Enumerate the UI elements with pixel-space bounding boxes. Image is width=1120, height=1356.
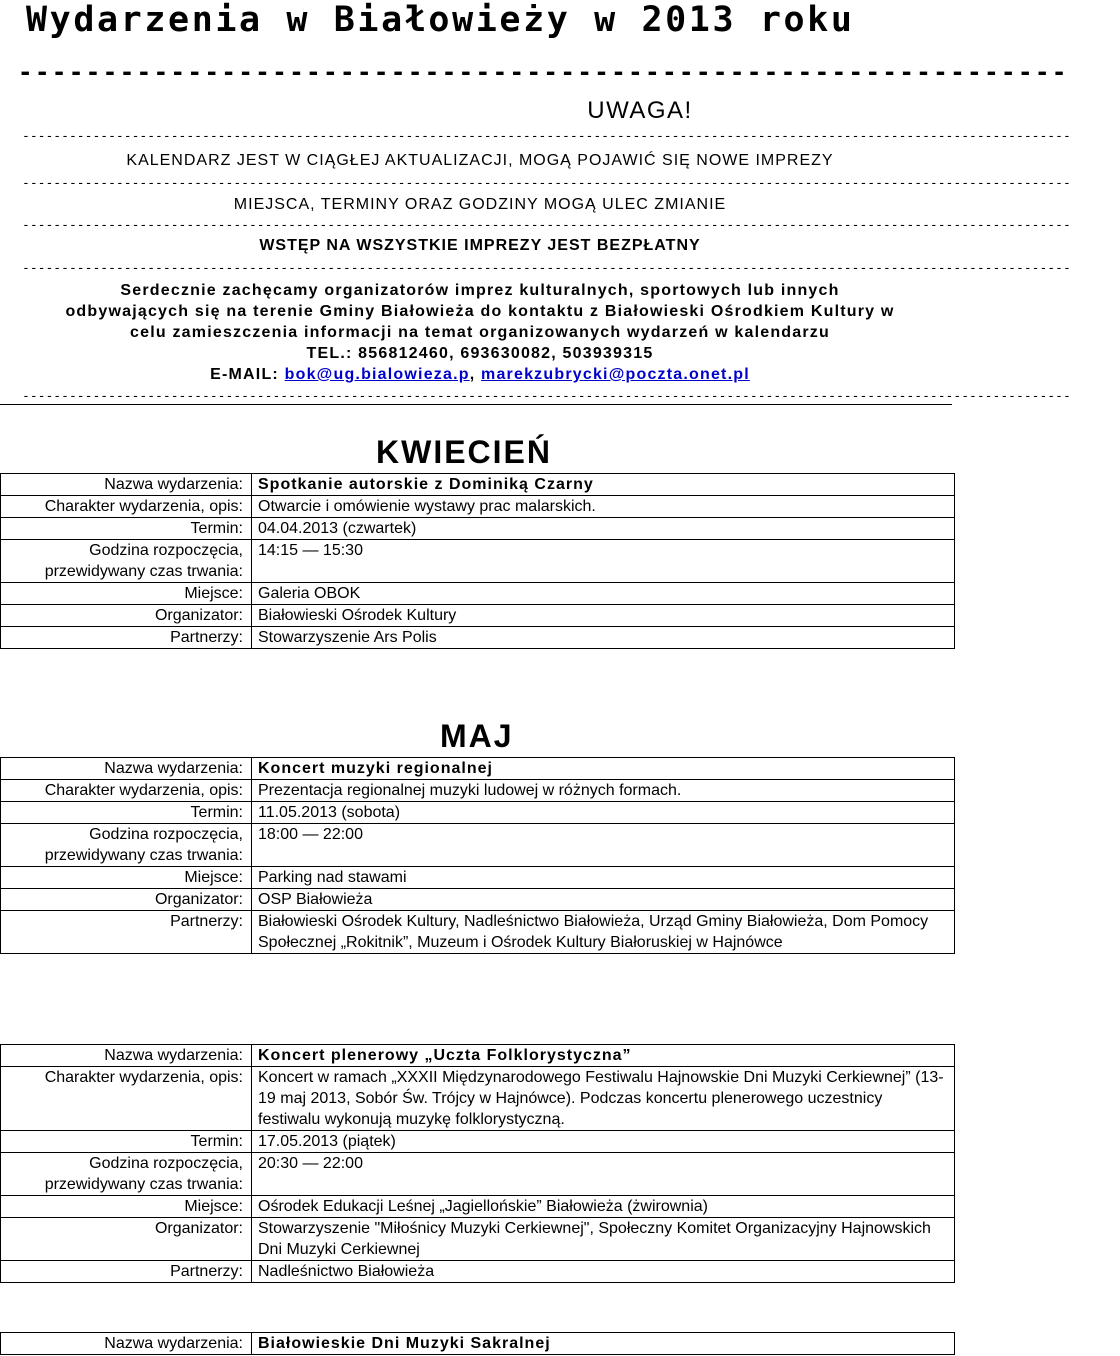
month-heading: MAJ xyxy=(440,718,514,754)
intro-line: Serdecznie zachęcamy organizatorów imprez kulturalnych, sportowych lub innych xyxy=(120,282,840,299)
event-organizer: Białowieski Ośrodek Kultury xyxy=(252,605,955,627)
table-row xyxy=(1,1131,955,1153)
label: Nazwa wydarzenia: xyxy=(1,1045,252,1067)
notice-line: KALENDARZ JEST W CIĄGŁEJ AKTUALIZACJI, MOGĄ POJAWIĆ SIĘ NOWE IMPREZY xyxy=(126,152,834,169)
table-row xyxy=(1,1218,955,1261)
table-row xyxy=(1,540,955,583)
table-row xyxy=(1,496,955,518)
divider: -------------------------------------------------------------------------------------------------------------------------------------- xyxy=(22,389,1071,404)
table-row xyxy=(1,583,955,605)
label: Godzina rozpoczęcia, przewidywany czas trwania: xyxy=(1,540,252,583)
table-row xyxy=(1,605,955,627)
table-row xyxy=(1,1067,955,1131)
label: Nazwa wydarzenia: xyxy=(1,474,252,496)
email-label: E-MAIL: xyxy=(210,366,279,383)
notice-line: WSTĘP NA WSZYSTKIE IMPREZY JEST BEZPŁATNY xyxy=(259,237,701,254)
event-name: Koncert muzyki regionalnej xyxy=(252,758,955,780)
table-row xyxy=(1,824,955,867)
label: Partnerzy: xyxy=(1,911,252,954)
event-organizer: OSP Białowieża xyxy=(252,889,955,911)
label: Termin: xyxy=(1,1131,252,1153)
divider: -------------------------------------------------------------------------------------------------------------------------------------- xyxy=(22,218,1071,233)
table-row xyxy=(1,1196,955,1218)
notice-line: MIEJSCA, TERMINY ORAZ GODZINY MOGĄ ULEC ZMIANIE xyxy=(233,196,727,213)
label: Miejsce: xyxy=(1,583,252,605)
event-hours: 20:30 — 22:00 xyxy=(252,1153,955,1196)
label: Charakter wydarzenia, opis: xyxy=(1,496,252,518)
event-name: Koncert plenerowy „Uczta Folklorystyczna” xyxy=(252,1045,955,1067)
label: Charakter wydarzenia, opis: xyxy=(1,780,252,802)
table-row xyxy=(1,1153,955,1196)
table-row xyxy=(1,780,955,802)
event-description: Koncert w ramach „XXXII Międzynarodowego Festiwalu Hajnowskie Dni Muzyki Cerkiewnej” (13-19 maj 2013, Sobór Św. Trójcy w Hajnówce). Podczas koncertu plenerowego uczestnicy festiwalu wykonują muzykę folklorystyczną. xyxy=(252,1067,955,1131)
notice-heading: UWAGA! xyxy=(587,97,693,124)
table-row xyxy=(1,627,955,649)
event-table xyxy=(0,1332,955,1355)
event-description: Otwarcie i omówienie wystawy prac malarskich. xyxy=(252,496,955,518)
event-place: Parking nad stawami xyxy=(252,867,955,889)
table-row xyxy=(1,867,955,889)
label: Organizator: xyxy=(1,1218,252,1261)
month-heading: KWIECIEŃ xyxy=(376,434,552,470)
event-partners: Nadleśnictwo Białowieża xyxy=(252,1261,955,1283)
divider: -------------------------------------------------------------------------------------------------------------------------------------- xyxy=(22,261,1071,276)
rule xyxy=(0,404,952,405)
label: Termin: xyxy=(1,802,252,824)
label: Termin: xyxy=(1,518,252,540)
table-row xyxy=(1,889,955,911)
event-name: Białowieskie Dni Muzyki Sakralnej xyxy=(252,1333,955,1355)
label: Miejsce: xyxy=(1,1196,252,1218)
table-row xyxy=(1,1333,955,1355)
label: Miejsce: xyxy=(1,867,252,889)
label: Organizator: xyxy=(1,605,252,627)
label: Godzina rozpoczęcia, przewidywany czas trwania: xyxy=(1,1153,252,1196)
email-separator: , xyxy=(469,366,476,383)
event-date: 17.05.2013 (piątek) xyxy=(252,1131,955,1153)
email-link[interactable]: marekzubrycki@poczta.onet.pl xyxy=(481,366,750,383)
label: Charakter wydarzenia, opis: xyxy=(1,1067,252,1131)
event-place: Ośrodek Edukacji Leśnej „Jagiellońskie” Białowieża (żwirownia) xyxy=(252,1196,955,1218)
event-description: Prezentacja regionalnej muzyki ludowej w różnych formach. xyxy=(252,780,955,802)
contact-phone: TEL.: 856812460, 693630082, 503939315 xyxy=(306,345,654,362)
table-row xyxy=(1,474,955,496)
label: Godzina rozpoczęcia, przewidywany czas trwania: xyxy=(1,824,252,867)
email-link[interactable]: bok@ug.bialowieza.p xyxy=(284,366,470,383)
event-table xyxy=(0,757,955,954)
event-hours: 14:15 — 15:30 xyxy=(252,540,955,583)
table-row xyxy=(1,802,955,824)
table-row xyxy=(1,758,955,780)
label: Partnerzy: xyxy=(1,1261,252,1283)
divider: -------------------------------------------------------------------------------------------------------------------------------------- xyxy=(22,129,1071,144)
table-row xyxy=(1,1261,955,1283)
table-row xyxy=(1,911,955,954)
table-row xyxy=(1,518,955,540)
event-partners: Stowarzyszenie Ars Polis xyxy=(252,627,955,649)
event-table xyxy=(0,473,955,649)
event-organizer: Stowarzyszenie "Miłośnicy Muzyki Cerkiewnej", Społeczny Komitet Organizacyjny Hajnowskich Dni Muzyki Cerkiewnej xyxy=(252,1218,955,1261)
contact-email xyxy=(0,364,960,385)
label: Nazwa wydarzenia: xyxy=(1,758,252,780)
label: Partnerzy: xyxy=(1,627,252,649)
table-row xyxy=(1,1045,955,1067)
event-table xyxy=(0,1044,955,1283)
event-hours: 18:00 — 22:00 xyxy=(252,824,955,867)
page-title: Wydarzenia w Białowieży w 2013 roku xyxy=(26,0,855,40)
event-date: 11.05.2013 (sobota) xyxy=(252,802,955,824)
divider: -------------------------------------------------------------------------------------------------------------------------------------- xyxy=(22,176,1071,191)
divider: -------------------------------------------------------------- xyxy=(18,58,1069,86)
label: Organizator: xyxy=(1,889,252,911)
event-name: Spotkanie autorskie z Dominiką Czarny xyxy=(252,474,955,496)
event-partners: Białowieski Ośrodek Kultury, Nadleśnictwo Białowieża, Urząd Gminy Białowieża, Dom Pomocy Społecznej „Rokitnik”, Muzeum i Ośrodek Kultury Białoruskiej w Hajnówce xyxy=(252,911,955,954)
event-place: Galeria OBOK xyxy=(252,583,955,605)
event-date: 04.04.2013 (czwartek) xyxy=(252,518,955,540)
intro-line: odbywających się na terenie Gminy Białowieża do kontaktu z Białowieski Ośrodkiem Kultury w xyxy=(65,303,895,320)
label: Nazwa wydarzenia: xyxy=(1,1333,252,1355)
intro-line: celu zamieszczenia informacji na temat organizowanych wydarzeń w kalendarzu xyxy=(130,324,830,341)
